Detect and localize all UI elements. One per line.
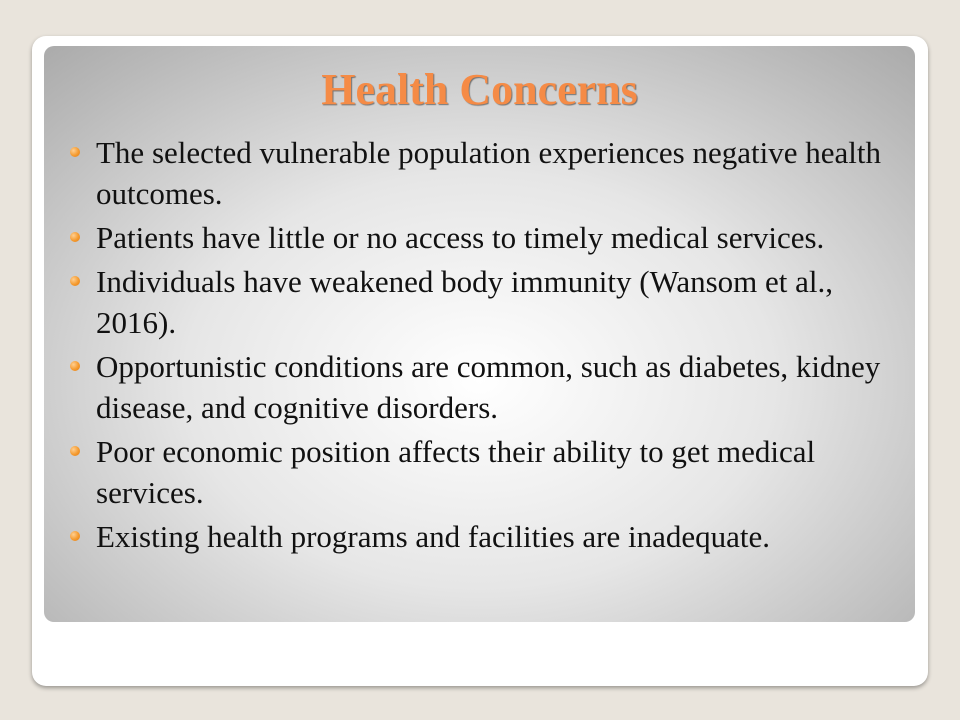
bullet-item <box>70 217 890 258</box>
bullet-dot-icon <box>70 531 80 541</box>
bullet-item <box>70 132 890 214</box>
bullet-text: Individuals have weakened body immunity (Wansom et al., 2016). <box>96 264 834 340</box>
bullet-item <box>70 261 890 343</box>
bullet-dot-icon <box>70 446 80 456</box>
bullet-text: The selected vulnerable population experiences negative health outcomes. <box>96 135 881 211</box>
bullet-item <box>70 431 890 513</box>
bullet-text: Patients have little or no access to timely medical services. <box>96 220 825 255</box>
bullet-list <box>70 132 890 560</box>
bullet-text: Existing health programs and facilities are inadequate. <box>96 519 771 554</box>
bullet-dot-icon <box>70 147 80 157</box>
bullet-dot-icon <box>70 361 80 371</box>
bullet-dot-icon <box>70 232 80 242</box>
bullet-dot-icon <box>70 276 80 286</box>
slide-title: Health Concerns <box>321 65 638 114</box>
bullet-text: Poor economic position affects their ability to get medical services. <box>96 434 816 510</box>
bullet-item <box>70 516 890 557</box>
bullet-item <box>70 346 890 428</box>
bullet-text: Opportunistic conditions are common, such as diabetes, kidney disease, and cognitive disorders. <box>96 349 881 425</box>
